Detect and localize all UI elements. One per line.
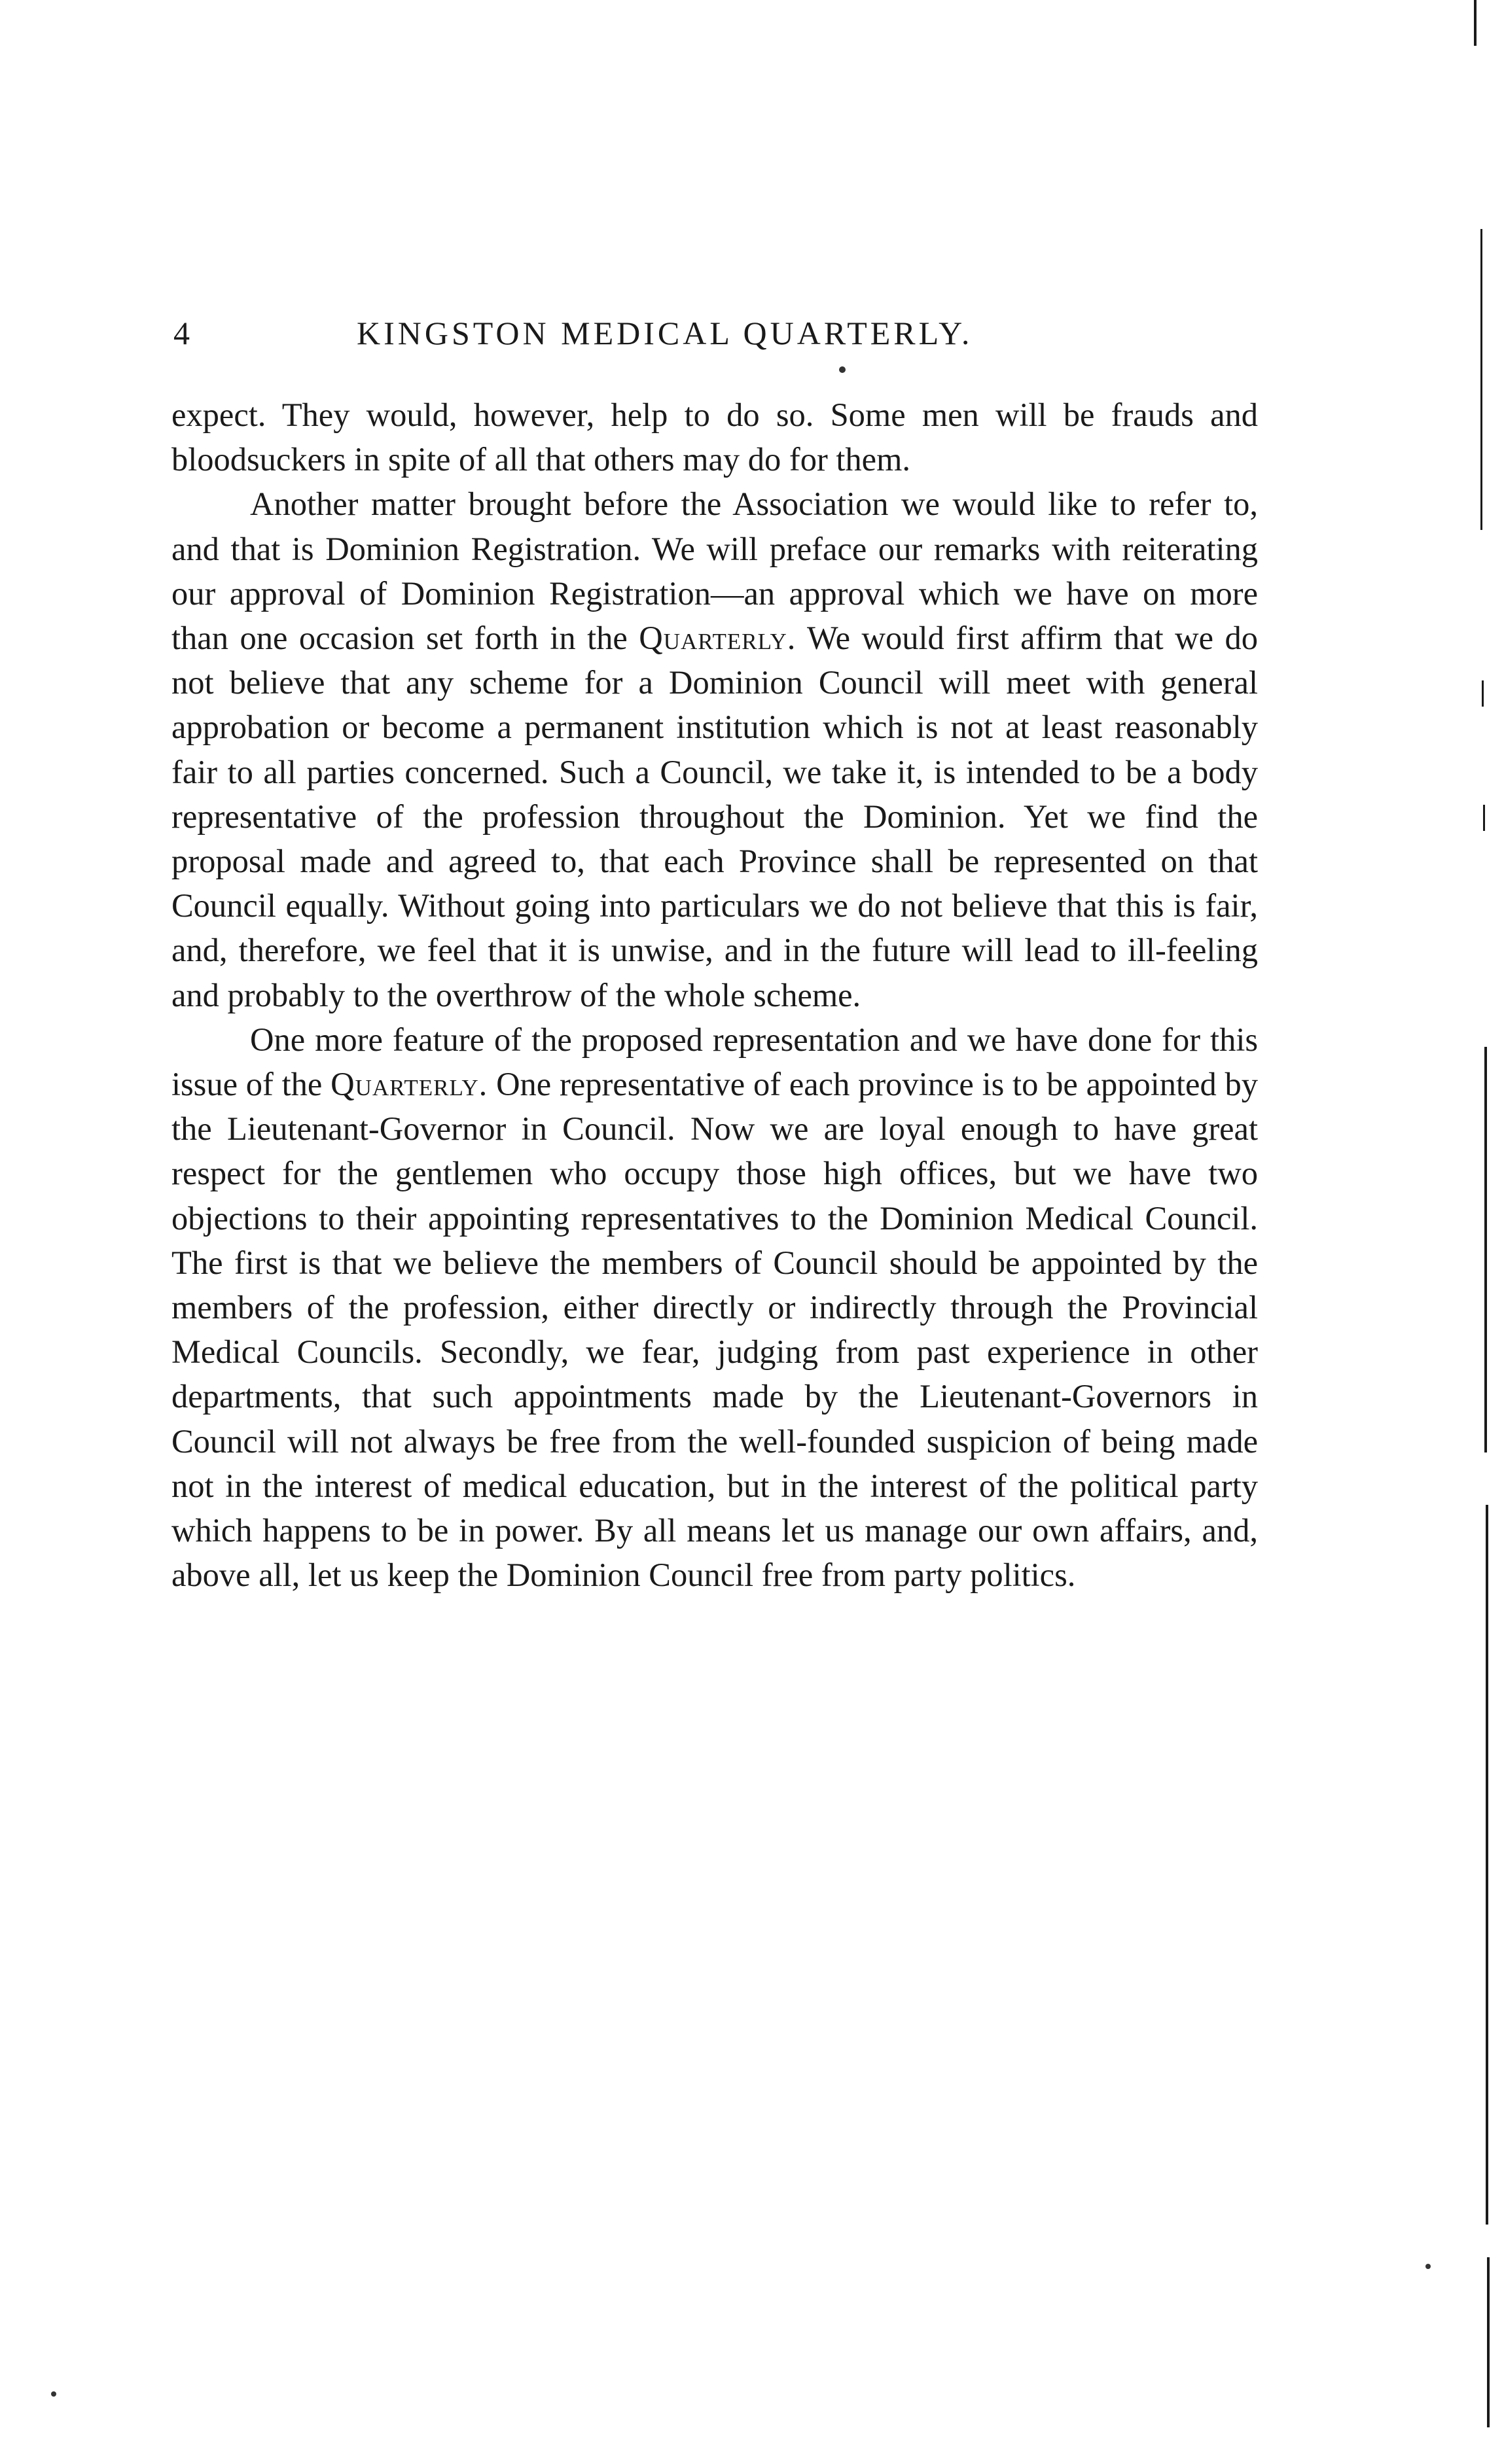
scan-edge-mark xyxy=(1474,0,1477,46)
paragraph-text: One more feature of the proposed representation and we have done for this issue of the xyxy=(171,1021,1258,1103)
scan-edge-mark xyxy=(1484,1047,1487,1452)
scan-speck xyxy=(839,366,846,373)
running-head xyxy=(173,314,1260,360)
scan-edge-mark xyxy=(1480,229,1482,530)
paragraph-text: One representative of each province is to be appointed by the Lieutenant-Governor in Council. Now we are loyal enough to have great respect for the gentlemen who occupy those high offices, but we have two objections to their appointing representatives to the Dominion Medical Council. The first is that we believe the members of Council should be appointed by the members of the profession, either directly or indirectly through the Provincial Medical Councils. Secondly, we fear, judging from past experience in other departments, that such appointments made by the Lieutenant-Governors in Council will not always be free from the well-founded suspicion of being made not in the interest of medical education, but in the interest of the political party which happens to be in power. By all means let us manage our own affairs, and, above all, let us keep the Dominion Council free from party politics. xyxy=(171,1066,1258,1594)
paragraph xyxy=(171,393,1258,482)
paragraph-text: expect. They would, however, help to do so. Some men will be frauds and bloodsuckers in spite of all that others may do for them. xyxy=(171,396,1258,478)
paragraph xyxy=(171,1017,1258,1598)
scan-edge-mark xyxy=(1486,1505,1488,2225)
paragraph-text: Another matter brought before the Association we would like to refer to, and that is Dominion Registration. We will preface our remarks with reiterating our approval of Dominion Registration—an approval which we have on more than one occasion set forth in the xyxy=(171,485,1258,657)
journal-name-smallcaps: Quarterly. xyxy=(331,1066,488,1103)
journal-name-smallcaps: Quarterly. xyxy=(639,620,797,657)
paragraph xyxy=(171,482,1258,1017)
article-body xyxy=(171,393,1258,1597)
journal-title: KINGSTON MEDICAL QUARTERLY. xyxy=(357,315,973,351)
scan-speck xyxy=(51,2391,56,2397)
page-number: 4 xyxy=(173,315,190,351)
scan-edge-mark xyxy=(1487,2257,1490,2427)
paragraph-text: We would first affirm that we do not believe that any scheme for a Dominion Council will meet with general approbation or become a permanent institution which is not at least reasonably fair to all parties concerned. Such a Council, we take it, is intended to be a body representative of the profession throughout the Dominion. Yet we find the proposal made and agreed to, that each Province shall be represented on that Council equally. Without going into particulars we do not believe that this is fair, and, therefore, we feel that it is unwise, and in the future will lead to ill-feeling and probably to the overthrow of the whole scheme. xyxy=(171,620,1258,1013)
scan-speck xyxy=(1425,2264,1431,2269)
scan-edge-mark xyxy=(1483,805,1485,831)
scan-edge-mark xyxy=(1482,680,1484,707)
